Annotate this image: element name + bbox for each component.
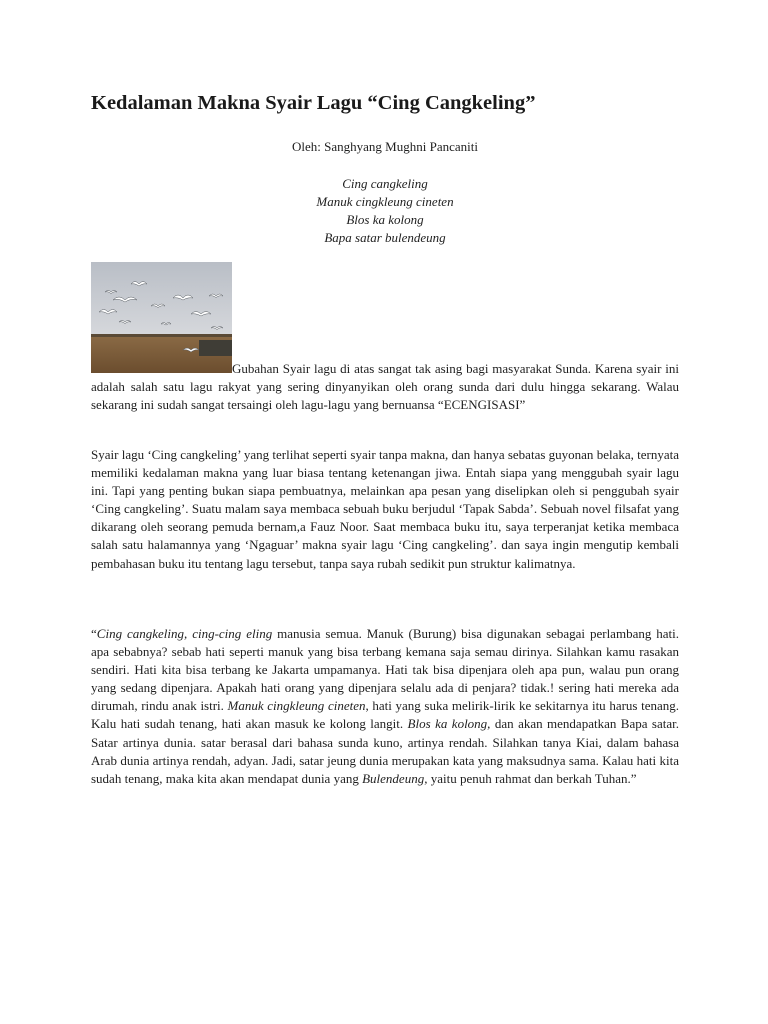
paragraph-meaning: Syair lagu ‘Cing cangkeling’ yang terlihat seperti syair tanpa makna, dan hanya sebatas guyonan belaka, ternyata memiliki kedalaman makna yang luar biasa tentang ketenangan jiwa. Entah siapa yang menggubah syair lagu ini. Tapi yang penting bukan siapa pembuatnya, melainkan apa pesan yang diselipkan oleh si penggubah syair ‘Cing cangkeling’. Suatu malam saya membaca sebuah buku berjudul ‘Tapak Sabda’. Sebuah novel filsafat yang dikarang oleh seorang pemuda bernam,a Fauz Noor. Saat membaca buku itu, saya terperanjat ketika membaca salah satu halamannya yang ‘Ngaguar’ makna syair lagu ‘Cing cangkeling’. dan saya ingin mengutip kembali pembahasan buku itu tentang lagu tersebut, tanpa saya rubah sedikit pun struktur kalimatnya. — [91, 447, 679, 571]
seagulls-photo — [91, 262, 232, 373]
quote-open: “ — [91, 626, 97, 641]
paragraph-intro: Gubahan Syair lagu di atas sangat tak asing bagi masyarakat Sunda. Karena syair ini adalah salah satu lagu rakyat yang sering dinyanyikan oleh orang sunda dari dulu hingga sekarang. Walau sekarang ini sudah sangat tersaingi oleh lagu-lagu yang bernuansa “ECENGISASI” — [91, 361, 679, 413]
quote-text-2: , hati yang suka melirik-lirik ke sekitarnya itu harus tenang. Kalu hati sudah tenang, hati akan masuk ke kolong langit. — [91, 698, 680, 732]
verse-line-3: Blos ka kolong — [346, 212, 424, 227]
song-verse — [91, 175, 679, 247]
quote-italic-2: Manuk cingkleung cineten — [227, 698, 366, 714]
quote-italic-3: Blos ka kolong, — [407, 716, 491, 732]
verse-line-2: Manuk cingkleung cineten — [316, 194, 454, 209]
photo-fence — [91, 334, 232, 337]
photo-wall — [199, 340, 232, 356]
quote-text-3: dan akan mendapatkan Bapa satar. Satar artinya dunia. satar berasal dari bahasa sunda kuno, artinya rendah. Silahkan tanya Kiai, dalam bahasa Arab dunia artinya rendah, adyan. Jadi, satar jeung dunia merupakan kata yang maksudnya sama. Kalau hati kita sudah tenang, maka kita akan mendapat dunia yang — [91, 716, 679, 786]
quote-text-1: manusia semua. Manuk (Burung) bisa digunakan sebagai perlambang hati. apa sebabnya? sebab hati seperti manuk yang bisa terbang kemana saja semau dirinya. Silahkan kamu rasakan sendiri. Hati kita bisa terbang ke Jakarta umpamanya. Hati tak bisa dipenjara oleh apa pun, walau pun orang yang sedang dipenjara. Apakah hati orang yang dipenjara selalu ada di penjara? tidak.! sering hati mereka ada dirumah, rindu anak istri. — [91, 626, 680, 714]
quote-text-4: yaitu penuh rahmat dan berkah Tuhan.” — [427, 770, 637, 786]
verse-line-4: Bapa satar bulendeung — [324, 230, 446, 245]
verse-line-1: Cing cangkeling — [342, 176, 428, 191]
photo-sky — [91, 262, 232, 336]
quote-italic-1: Cing cangkeling, cing-cing eling — [96, 626, 273, 641]
quote-italic-4: Bulendeung, — [362, 770, 428, 786]
paragraph-quote — [91, 625, 679, 788]
author-line: Oleh: Sanghyang Mughni Pancaniti — [292, 139, 478, 154]
document-title: Kedalaman Makna Syair Lagu “Cing Cangkeling” — [91, 92, 536, 114]
